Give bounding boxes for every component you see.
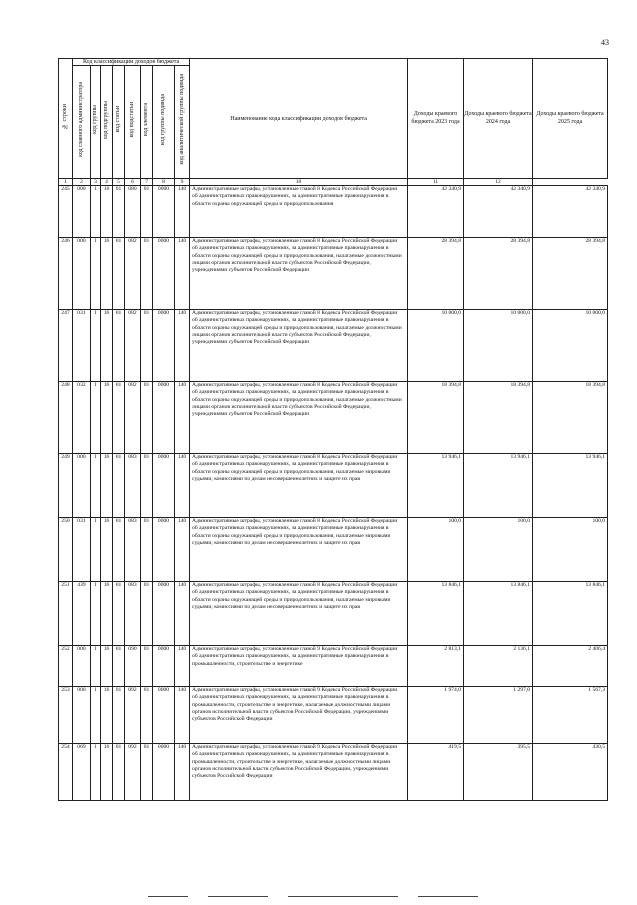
row-number: 250 <box>59 518 73 582</box>
header-code-subarticle: код подстатьи <box>125 66 141 179</box>
code-cell: 1 <box>91 186 101 238</box>
row-number: 254 <box>59 744 73 801</box>
revenue-description: Административные штрафы, установленные главой 8 Кодекса Российской Федерации об административных правонарушениях, за административные правонарушения в области охраны окружающей среды и природопользования, налагаемые мировыми судьями, комиссиями по делам несовершеннолетних и защите их прав <box>190 582 408 646</box>
code-cell: 01 <box>141 687 153 744</box>
amount-2024: 395,5 <box>464 744 533 801</box>
amount-2024: 10 000,0 <box>464 310 533 382</box>
header-top-row <box>59 59 608 66</box>
code-cell: 0000 <box>153 646 175 687</box>
amount-2024: 1 297,0 <box>464 687 533 744</box>
row-number: 253 <box>59 687 73 744</box>
header-amount-2023: Доходы краевого бюджета 2023 года <box>408 59 464 179</box>
header-amount-2024: Доходы краевого бюджета 2024 года <box>464 59 533 179</box>
code-cell: 140 <box>175 310 190 382</box>
code-cell: 140 <box>175 186 190 238</box>
amount-2024: 2 136,1 <box>464 646 533 687</box>
code-cell: 000 <box>73 646 91 687</box>
code-cell: 032 <box>73 382 91 454</box>
code-cell: 031 <box>73 518 91 582</box>
code-cell: 0000 <box>153 454 175 518</box>
code-cell: 01 <box>113 238 125 310</box>
amount-2023: 1 974,0 <box>408 687 464 744</box>
revenue-description: Административные штрафы, установленные главой 8 Кодекса Российской Федерации об административных правонарушениях, за административные правонарушения в области охраны окружающей среды и природопользования, налагаемые должностными лицами органов исполнительной власти субъектов Российской Федерации, учреждениями субъектов Российской Федерации <box>190 310 408 382</box>
code-cell: 140 <box>175 744 190 801</box>
code-cell: 16 <box>101 687 113 744</box>
amount-2024: 42 340,9 <box>464 186 533 238</box>
amount-2024: 13 946,1 <box>464 454 533 518</box>
amount-2023: 28 394,8 <box>408 238 464 310</box>
code-cell: 082 <box>125 310 141 382</box>
amount-2023: 10 000,0 <box>408 310 464 382</box>
code-cell: 082 <box>125 238 141 310</box>
code-cell: 0000 <box>153 238 175 310</box>
row-number: 246 <box>59 238 73 310</box>
revenue-description: Административные штрафы, установленные главой 8 Кодекса Российской Федерации об административных правонарушениях, за административные правонарушения в области охраны окружающей среды и природопользования, налагаемые мировыми судьями, комиссиями по делам несовершеннолетних и защите их прав <box>190 454 408 518</box>
table-body <box>59 186 608 801</box>
amount-2025: 28 394,8 <box>533 238 608 310</box>
code-cell: 1 <box>91 687 101 744</box>
code-cell: 1 <box>91 310 101 382</box>
code-cell: 01 <box>141 238 153 310</box>
code-cell: 140 <box>175 518 190 582</box>
row-number: 251 <box>59 582 73 646</box>
row-number: 247 <box>59 310 73 382</box>
revenue-description: Административные штрафы, установленные главой 8 Кодекса Российской Федерации об административных правонарушениях, за административные правонарушения в области охраны окружающей среды и природопользования, налагаемые должностными лицами органов исполнительной власти субъектов Российской Федерации, учреждениями субъектов Российской Федерации <box>190 238 408 310</box>
code-cell: 01 <box>141 454 153 518</box>
revenue-description: Административные штрафы, установленные главой 8 Кодекса Российской Федерации об административных правонарушениях, за административные правонарушения в области охраны окружающей среды и природопользования <box>190 186 408 238</box>
amount-2024: 100,0 <box>464 518 533 582</box>
revenue-description: Административные штрафы, установленные главой 8 Кодекса Российской Федерации об административных правонарушениях, за административные правонарушения в области охраны окружающей среды и природопользования, налагаемые должностными лицами органов исполнительной власти субъектов Российской Федерации, учреждениями субъектов Российской Федерации <box>190 382 408 454</box>
revenue-description: Административные штрафы, установленные главой 9 Кодекса Российской Федерации об административных правонарушениях, за административные правонарушения в промышленности, строительстве и энергетике, налагаемые должностными лицами органов исполнительной власти субъектов Российской Федерации, учреждениями субъектов Российской Федерации <box>190 744 408 801</box>
code-cell: 0000 <box>153 310 175 382</box>
amount-2025: 18 394,8 <box>533 382 608 454</box>
amount-2023: 13 846,1 <box>408 582 464 646</box>
column-index: 3 <box>91 179 101 186</box>
code-cell: 0000 <box>153 744 175 801</box>
amount-2024: 13 846,1 <box>464 582 533 646</box>
table-row <box>59 454 608 518</box>
code-cell: 000 <box>73 238 91 310</box>
column-index: 10 <box>190 179 408 186</box>
table-row <box>59 186 608 238</box>
header-code-subgroup: код подгруппы <box>101 66 113 179</box>
code-cell: 16 <box>101 238 113 310</box>
header-code-analytic-group: код аналитической группы подвида <box>175 66 190 179</box>
header-amount-2025: Доходы краевого бюджета 2025 года <box>533 59 608 179</box>
code-cell: 000 <box>73 687 91 744</box>
amount-2025: 42 340,9 <box>533 186 608 238</box>
table-row <box>59 687 608 744</box>
row-number: 252 <box>59 646 73 687</box>
revenue-description: Административные штрафы, установленные главой 9 Кодекса Российской Федерации об административных правонарушениях, за административные правонарушения в промышленности, строительстве и энергетике <box>190 646 408 687</box>
column-index: 1 <box>59 179 73 186</box>
amount-2025: 100,0 <box>533 518 608 582</box>
code-cell: 082 <box>125 382 141 454</box>
amount-2024: 18 394,8 <box>464 382 533 454</box>
code-cell: 1 <box>91 582 101 646</box>
code-cell: 16 <box>101 310 113 382</box>
revenue-description: Административные штрафы, установленные главой 8 Кодекса Российской Федерации об административных правонарушениях, за административные правонарушения в области охраны окружающей среды и природопользования, налагаемые мировыми судьями, комиссиями по делам несовершеннолетних и защите их прав <box>190 518 408 582</box>
column-index: 8 <box>153 179 175 186</box>
code-cell: 01 <box>113 382 125 454</box>
column-index: 5 <box>113 179 125 186</box>
header-code-article: код статьи <box>113 66 125 179</box>
code-cell: 01 <box>141 582 153 646</box>
code-cell: 01 <box>113 744 125 801</box>
column-index: 2 <box>73 179 91 186</box>
table-row <box>59 582 608 646</box>
code-cell: 1 <box>91 454 101 518</box>
code-cell: 140 <box>175 382 190 454</box>
footer-rule <box>148 896 488 900</box>
row-number: 245 <box>59 186 73 238</box>
code-cell: 1 <box>91 744 101 801</box>
code-cell: 01 <box>141 744 153 801</box>
amount-2023: 42 340,9 <box>408 186 464 238</box>
amount-2025: 13 946,1 <box>533 454 608 518</box>
code-cell: 140 <box>175 454 190 518</box>
code-cell: 1 <box>91 646 101 687</box>
code-cell: 000 <box>73 186 91 238</box>
code-cell: 083 <box>125 518 141 582</box>
amount-2025: 2 406,4 <box>533 646 608 687</box>
code-cell: 01 <box>113 518 125 582</box>
code-cell: 092 <box>125 687 141 744</box>
column-index: 7 <box>141 179 153 186</box>
code-cell: 01 <box>141 382 153 454</box>
amount-2024: 28 394,8 <box>464 238 533 310</box>
code-cell: 031 <box>73 310 91 382</box>
table-row <box>59 238 608 310</box>
code-cell: 0000 <box>153 582 175 646</box>
code-cell: 01 <box>113 687 125 744</box>
code-cell: 01 <box>113 186 125 238</box>
amount-2023: 13 946,1 <box>408 454 464 518</box>
code-cell: 140 <box>175 582 190 646</box>
page-number: 43 <box>601 38 609 47</box>
code-cell: 16 <box>101 382 113 454</box>
table-row <box>59 744 608 801</box>
code-cell: 01 <box>113 646 125 687</box>
table-row <box>59 518 608 582</box>
column-index: 4 <box>101 179 113 186</box>
row-number: 248 <box>59 382 73 454</box>
code-cell: 090 <box>125 646 141 687</box>
code-cell: 083 <box>125 454 141 518</box>
code-cell: 0000 <box>153 382 175 454</box>
table-row <box>59 310 608 382</box>
header-name: Наименование кода классификации доходов бюджета <box>190 59 408 179</box>
code-cell: 0000 <box>153 687 175 744</box>
header-index-row <box>59 179 608 186</box>
header-code-admin: код главного администратора <box>73 66 91 179</box>
code-cell: 16 <box>101 518 113 582</box>
header-row-number: № строки <box>59 59 73 179</box>
code-cell: 1 <box>91 518 101 582</box>
amount-2023: 419,5 <box>408 744 464 801</box>
header-code-element: код элемента <box>141 66 153 179</box>
code-cell: 1 <box>91 382 101 454</box>
code-cell: 01 <box>113 582 125 646</box>
row-number: 249 <box>59 454 73 518</box>
code-cell: 000 <box>73 454 91 518</box>
column-index: 11 <box>408 179 464 186</box>
code-cell: 01 <box>113 454 125 518</box>
revenue-description: Административные штрафы, установленные главой 9 Кодекса Российской Федерации об административных правонарушениях, за административные правонарушения в промышленности, строительстве и энергетике, налагаемые должностными лицами органов исполнительной власти субъектов Российской Федерации, учреждениями субъектов Российской Федерации <box>190 687 408 744</box>
code-cell: 0000 <box>153 518 175 582</box>
code-cell: 140 <box>175 646 190 687</box>
table-row <box>59 382 608 454</box>
column-index: 12 <box>464 179 533 186</box>
amount-2023: 100,0 <box>408 518 464 582</box>
column-index: 9 <box>175 179 190 186</box>
header-code-group: код группы <box>91 66 101 179</box>
code-cell: 0000 <box>153 186 175 238</box>
code-cell: 1 <box>91 238 101 310</box>
code-cell: 069 <box>73 744 91 801</box>
code-cell: 01 <box>141 518 153 582</box>
code-cell: 439 <box>73 582 91 646</box>
amount-2025: 1 567,3 <box>533 687 608 744</box>
code-cell: 080 <box>125 186 141 238</box>
header-classification-group: Код классификации доходов бюджета <box>73 59 190 66</box>
amount-2025: 430,5 <box>533 744 608 801</box>
amount-2023: 18 394,8 <box>408 382 464 454</box>
code-cell: 083 <box>125 582 141 646</box>
budget-revenue-table <box>58 58 608 801</box>
code-cell: 16 <box>101 582 113 646</box>
code-cell: 16 <box>101 186 113 238</box>
table-row <box>59 646 608 687</box>
code-cell: 140 <box>175 687 190 744</box>
code-cell: 16 <box>101 454 113 518</box>
code-cell: 16 <box>101 646 113 687</box>
code-cell: 140 <box>175 238 190 310</box>
code-cell: 092 <box>125 744 141 801</box>
header-code-subtype-group: код группы подвида <box>153 66 175 179</box>
column-index: 6 <box>125 179 141 186</box>
code-cell: 16 <box>101 744 113 801</box>
code-cell: 01 <box>141 310 153 382</box>
code-cell: 01 <box>113 310 125 382</box>
amount-2023: 2 813,1 <box>408 646 464 687</box>
code-cell: 01 <box>141 186 153 238</box>
amount-2025: 13 846,1 <box>533 582 608 646</box>
code-cell: 01 <box>141 646 153 687</box>
amount-2025: 10 000,0 <box>533 310 608 382</box>
